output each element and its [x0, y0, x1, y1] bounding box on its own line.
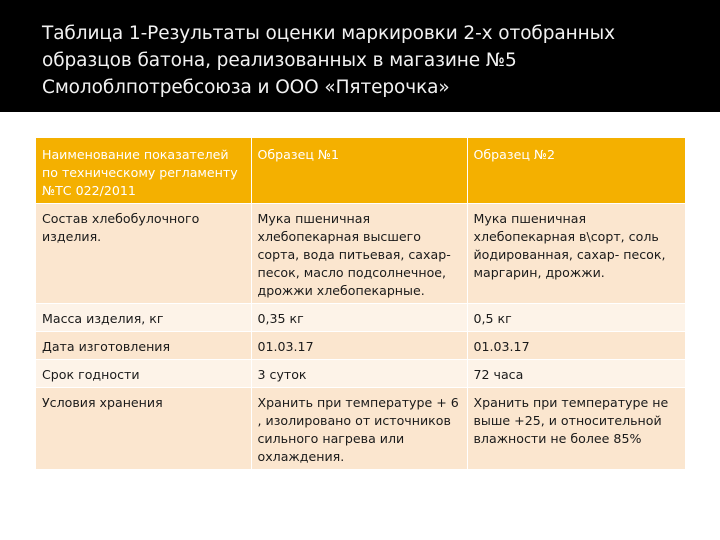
table-row: [36, 204, 685, 304]
table-cell: Хранить при температуре + 6 , изолировано от источников сильного нагрева или охлаждения.: [251, 388, 467, 470]
header-cell-sample-2: Образец №2: [467, 138, 685, 204]
slide-header: [0, 0, 720, 112]
table-cell: Хранить при температуре не выше +25, и относительной влажности не более 85%: [467, 388, 685, 470]
header-cell-indicator: Наименование показателей по техническому регламенту №ТС 022/2011: [36, 138, 251, 204]
table-cell: Масса изделия, кг: [36, 304, 251, 332]
table-cell: 01.03.17: [251, 332, 467, 360]
slide-title: Таблица 1-Результаты оценки маркировки 2-х отобранных образцов батона, реализованных в магазине №5 Смолоблпотребсоюза и ООО «Пятерочка»: [42, 23, 615, 98]
table-cell: 0,35 кг: [251, 304, 467, 332]
header-cell-sample-1: Образец №1: [251, 138, 467, 204]
table-cell: 0,5 кг: [467, 304, 685, 332]
table-row: [36, 304, 685, 332]
table-cell: Состав хлебобулочного изделия.: [36, 204, 251, 304]
table-row: [36, 360, 685, 388]
table-row: [36, 388, 685, 470]
table-cell: Условия хранения: [36, 388, 251, 470]
table-cell: 01.03.17: [467, 332, 685, 360]
table-row: [36, 332, 685, 360]
table-cell: Мука пшеничная хлебопекарная высшего сорта, вода питьевая, сахар-песок, масло подсолнечное, дрожжи хлебопекарные.: [251, 204, 467, 304]
table-cell: 3 суток: [251, 360, 467, 388]
table-header-row: [36, 138, 685, 204]
results-table: [36, 138, 686, 470]
table-cell: Срок годности: [36, 360, 251, 388]
table-cell: Мука пшеничная хлебопекарная в\сорт, соль йодированная, сахар- песок, маргарин, дрожжи.: [467, 204, 685, 304]
table-cell: Дата изготовления: [36, 332, 251, 360]
table-cell: 72 часа: [467, 360, 685, 388]
